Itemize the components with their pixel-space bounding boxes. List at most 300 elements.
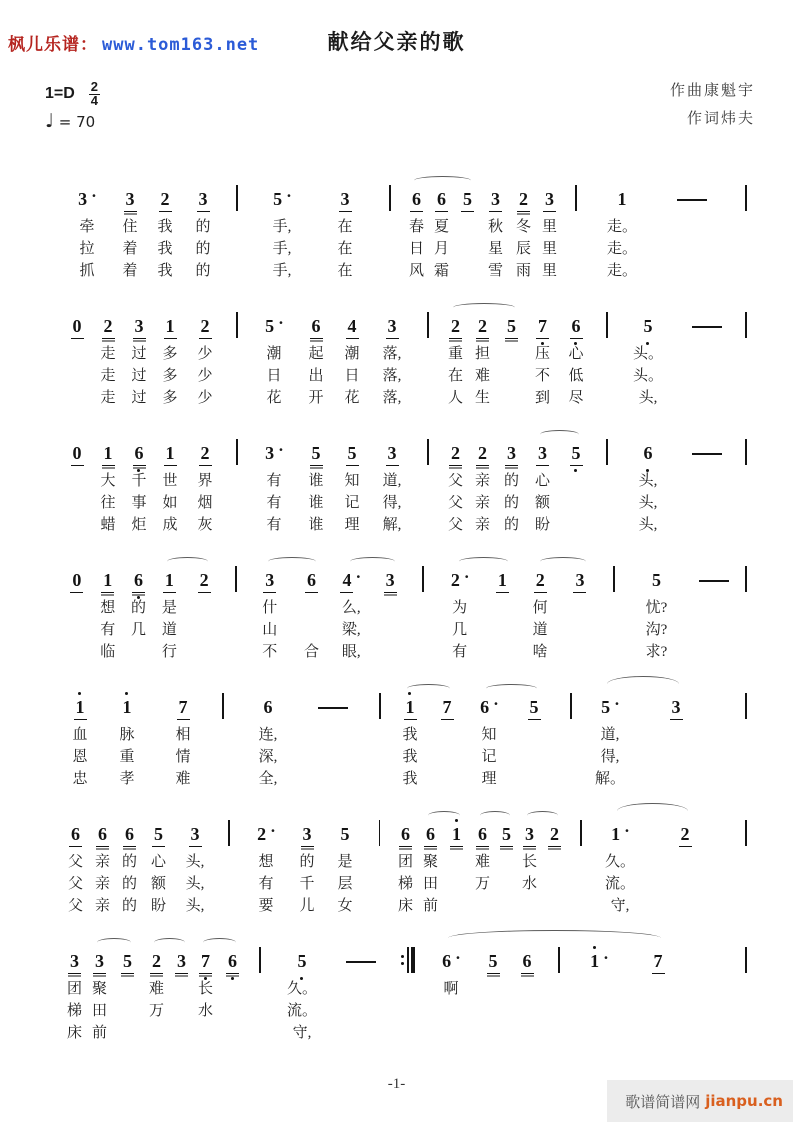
note bbox=[490, 190, 501, 208]
note-digit: 6 bbox=[307, 570, 317, 590]
note-digit: 5 bbox=[273, 189, 283, 209]
slur-arc bbox=[448, 930, 661, 946]
note-digit: 1 bbox=[617, 189, 627, 209]
lyric-syllable: 过 bbox=[131, 389, 147, 406]
score-system bbox=[62, 549, 754, 661]
barline bbox=[613, 566, 615, 592]
note bbox=[574, 571, 585, 589]
extension-dash bbox=[692, 326, 722, 328]
note-column bbox=[124, 317, 154, 335]
augmentation-dot-icon: · bbox=[91, 186, 97, 205]
lyric-syllable: 前 bbox=[91, 1024, 107, 1041]
octave-dot-below-icon bbox=[646, 342, 649, 345]
lyric-syllable: 抓 bbox=[79, 262, 95, 279]
note-column bbox=[676, 453, 738, 462]
note-digit: 0 bbox=[72, 316, 82, 336]
note-column bbox=[290, 825, 324, 843]
lyric-syllable: 水 bbox=[521, 875, 537, 892]
note-digit: 6 bbox=[412, 189, 421, 209]
note-column bbox=[620, 317, 676, 335]
lyric-syllable: 床 bbox=[66, 1024, 82, 1041]
lyric-syllable: 大 bbox=[100, 472, 116, 489]
lyric-syllable: 我 bbox=[402, 770, 418, 787]
note-column bbox=[370, 444, 414, 462]
extension-dash bbox=[346, 961, 376, 963]
note bbox=[124, 825, 135, 843]
lyric-syllable: 头, bbox=[638, 494, 658, 511]
note-digit: 6 bbox=[401, 824, 410, 844]
note-column bbox=[468, 695, 510, 716]
note bbox=[387, 317, 398, 335]
note-digit: 5 bbox=[507, 316, 516, 336]
note-column bbox=[454, 190, 481, 208]
slur-arc bbox=[414, 176, 471, 185]
note bbox=[311, 317, 322, 335]
lyrics-row bbox=[62, 595, 750, 617]
note bbox=[571, 444, 582, 462]
lyric-syllable: 父 bbox=[447, 516, 463, 533]
note-column bbox=[370, 317, 414, 335]
note-digit: 2 bbox=[519, 189, 528, 209]
lyric-syllable: 梯 bbox=[66, 1002, 82, 1019]
note-column bbox=[521, 571, 559, 589]
note-column bbox=[527, 444, 558, 462]
lyric-syllable: 手, bbox=[272, 218, 292, 235]
octave-dot-above-icon bbox=[125, 692, 128, 695]
note bbox=[400, 825, 411, 843]
notes-row bbox=[62, 930, 750, 970]
score-system bbox=[62, 422, 754, 534]
lyric-syllable: 我 bbox=[157, 240, 173, 257]
note bbox=[617, 190, 628, 208]
note-digit: 1 bbox=[165, 443, 175, 463]
extension-dash bbox=[677, 199, 707, 201]
note-column bbox=[393, 825, 418, 843]
lyric-syllable: 不 bbox=[262, 643, 278, 660]
lyric-syllable: 落, bbox=[382, 389, 402, 406]
lyric-syllable: 多 bbox=[162, 367, 178, 384]
note-digit: 7 bbox=[653, 951, 663, 971]
lyric-syllable: 父 bbox=[67, 875, 83, 892]
lyric-syllable: 着 bbox=[122, 262, 138, 279]
note-column bbox=[185, 571, 223, 589]
note-digit: 5 bbox=[502, 824, 511, 844]
barline bbox=[606, 439, 608, 465]
note bbox=[122, 952, 133, 970]
slur-arc bbox=[428, 811, 460, 820]
slur-arc bbox=[453, 303, 515, 312]
lyric-syllable: 头, bbox=[638, 472, 658, 489]
note-digit: 5 bbox=[347, 443, 357, 463]
note-digit: 6 bbox=[71, 824, 80, 844]
note-column bbox=[156, 698, 210, 716]
note-digit: 2 bbox=[200, 316, 210, 336]
barline bbox=[228, 820, 230, 846]
note-digit: 5 bbox=[529, 697, 539, 717]
lyric-syllable: 过 bbox=[131, 367, 147, 384]
note bbox=[256, 822, 276, 843]
lyric-syllable: 记 bbox=[344, 494, 360, 511]
augmentation-dot-icon: · bbox=[463, 567, 470, 586]
octave-dot-above-icon bbox=[593, 946, 596, 949]
lyric-syllable: 我 bbox=[157, 218, 173, 235]
note-digit: 3 bbox=[491, 189, 500, 209]
note-column bbox=[116, 825, 143, 843]
note-column bbox=[62, 444, 92, 462]
lyric-syllable: 有 bbox=[266, 494, 282, 511]
note-digit: 6 bbox=[426, 824, 435, 844]
lyric-syllable: 聚 bbox=[91, 980, 107, 997]
note-digit: 7 bbox=[537, 317, 548, 335]
lyric-syllable: 头。 bbox=[632, 367, 663, 384]
lyric-syllable: 少 bbox=[197, 367, 213, 384]
barline bbox=[580, 820, 582, 846]
lyric-syllable: 谁 bbox=[308, 516, 324, 533]
lyric-syllable: 低 bbox=[568, 367, 584, 384]
slur-arc bbox=[486, 684, 537, 693]
note-digit: 5 bbox=[311, 443, 321, 463]
lyric-syllable: 的 bbox=[121, 853, 137, 870]
lyric-syllable: 亲 bbox=[474, 494, 490, 511]
lyrics-row bbox=[62, 849, 750, 871]
lyric-syllable: 想 bbox=[100, 599, 116, 616]
lyric-syllable: 想 bbox=[258, 853, 274, 870]
lyric-syllable: 亲 bbox=[474, 516, 490, 533]
repeat-dots-icon bbox=[401, 953, 404, 967]
lyric-syllable: 忧? bbox=[645, 599, 668, 616]
note-digit: 6 bbox=[437, 189, 446, 209]
note-column bbox=[153, 571, 185, 589]
notes-row bbox=[62, 676, 750, 716]
note bbox=[451, 825, 462, 843]
note-column bbox=[620, 444, 676, 462]
note-column bbox=[559, 571, 601, 589]
note-digit: 5 bbox=[463, 189, 472, 209]
lyric-syllable: 有 bbox=[266, 472, 282, 489]
note-column bbox=[143, 952, 170, 970]
note-digit: 6 bbox=[263, 697, 273, 717]
lyric-syllable: 走 bbox=[100, 367, 116, 384]
note bbox=[97, 825, 108, 843]
lyric-syllable: 霜 bbox=[433, 262, 449, 279]
site-url-link[interactable]: www.tom163.net bbox=[102, 35, 260, 55]
note bbox=[134, 317, 145, 335]
lyric-syllable: 潮 bbox=[266, 345, 282, 362]
note-column bbox=[414, 312, 442, 335]
lyric-syllable: 沟? bbox=[645, 621, 668, 638]
note-column bbox=[601, 566, 627, 589]
lyric-syllable: 在 bbox=[337, 240, 353, 257]
note-column bbox=[291, 571, 333, 589]
lyric-syllable: 理 bbox=[481, 770, 497, 787]
lyric-syllable: 得, bbox=[600, 748, 620, 765]
note-digit: 4 bbox=[342, 570, 352, 590]
lyric-syllable: 的 bbox=[503, 472, 519, 489]
note bbox=[497, 571, 508, 589]
note-digit: 5 bbox=[123, 951, 132, 971]
note-digit: 3 bbox=[78, 189, 88, 209]
lyric-syllable: 日 bbox=[344, 367, 360, 384]
note bbox=[190, 825, 201, 843]
note-column bbox=[186, 444, 224, 462]
augmentation-dot-icon: · bbox=[603, 948, 609, 967]
note bbox=[441, 949, 461, 970]
note-column bbox=[250, 441, 298, 462]
note-column bbox=[590, 190, 654, 208]
lyric-syllable: 界 bbox=[197, 472, 213, 489]
slur-arc bbox=[540, 430, 580, 439]
note-column bbox=[558, 693, 584, 716]
lyric-syllable: 风 bbox=[408, 262, 424, 279]
note bbox=[125, 190, 136, 208]
note bbox=[263, 698, 274, 716]
slur-arc bbox=[617, 803, 688, 819]
note-digit: 2 bbox=[550, 824, 559, 844]
lyric-syllable: 解。 bbox=[594, 770, 625, 787]
note-column bbox=[742, 439, 750, 462]
lyric-syllable: 日 bbox=[408, 240, 424, 257]
note bbox=[70, 825, 81, 843]
note bbox=[133, 571, 144, 589]
note bbox=[501, 825, 512, 843]
barline bbox=[745, 693, 747, 719]
note-column bbox=[686, 580, 742, 589]
lyric-syllable: 聚 bbox=[422, 853, 438, 870]
note-digit: 5 bbox=[154, 824, 163, 844]
note bbox=[524, 825, 535, 843]
augmentation-dot-icon: · bbox=[278, 440, 284, 459]
lyric-syllable: 重 bbox=[447, 345, 463, 362]
note bbox=[306, 571, 317, 589]
note bbox=[199, 571, 210, 589]
slur-arc bbox=[97, 938, 131, 947]
lyric-syllable: 我 bbox=[402, 748, 418, 765]
lyric-syllable: 全, bbox=[258, 770, 278, 787]
lyric-syllable: 星 bbox=[487, 240, 503, 257]
barline bbox=[745, 185, 747, 211]
note-column bbox=[594, 439, 620, 462]
lyric-syllable: 道, bbox=[382, 472, 402, 489]
lyric-syllable: 长 bbox=[197, 980, 213, 997]
note bbox=[297, 952, 308, 970]
note-column bbox=[510, 698, 558, 716]
note bbox=[165, 317, 176, 335]
note-column bbox=[477, 952, 509, 970]
note-digit: 1 bbox=[451, 825, 462, 843]
note-column bbox=[273, 952, 331, 970]
note-digit: 3 bbox=[671, 697, 681, 717]
lyric-syllable: 的 bbox=[121, 875, 137, 892]
barline bbox=[745, 820, 747, 846]
lyric-syllable: 少 bbox=[197, 345, 213, 362]
note-digit: 2 bbox=[451, 443, 460, 463]
lyric-syllable: 落, bbox=[382, 367, 402, 384]
lyrics-row bbox=[62, 766, 750, 788]
lyric-syllable: 知 bbox=[481, 726, 497, 743]
tempo-value: = 70 bbox=[58, 113, 96, 131]
note-digit: 3 bbox=[387, 316, 397, 336]
note bbox=[200, 317, 211, 335]
note bbox=[302, 825, 313, 843]
barline bbox=[558, 947, 560, 973]
note bbox=[264, 571, 275, 589]
note-column bbox=[210, 693, 236, 716]
note bbox=[544, 190, 555, 208]
note bbox=[425, 825, 436, 843]
octave-dot-below-icon bbox=[646, 469, 649, 472]
lyric-syllable: 连, bbox=[258, 726, 278, 743]
note-digit: 2 bbox=[152, 951, 161, 971]
lyric-syllable: 亲 bbox=[94, 875, 110, 892]
note-column bbox=[425, 949, 477, 970]
lyric-syllable: 水 bbox=[197, 1002, 213, 1019]
note-digit: 3 bbox=[134, 316, 144, 336]
note-column bbox=[429, 190, 454, 208]
lyric-syllable: 什 bbox=[262, 599, 278, 616]
note-digit: 2 bbox=[199, 570, 209, 590]
note-digit: 1 bbox=[103, 570, 113, 590]
lyric-syllable: 流。 bbox=[604, 875, 635, 892]
note bbox=[164, 571, 175, 589]
lyric-syllable: 求? bbox=[645, 643, 668, 660]
note bbox=[506, 317, 517, 335]
note-column bbox=[62, 952, 87, 970]
note-column bbox=[436, 568, 484, 589]
note-column bbox=[495, 825, 518, 843]
note-column bbox=[541, 825, 568, 843]
note-digit: 2 bbox=[535, 570, 545, 590]
note-column bbox=[331, 961, 391, 970]
lyric-syllable: 恩 bbox=[72, 748, 88, 765]
note bbox=[477, 825, 488, 843]
lyric-syllable: 的 bbox=[503, 516, 519, 533]
lyric-syllable: 孝 bbox=[119, 770, 135, 787]
lyric-syllable: 走。 bbox=[606, 218, 637, 235]
barline bbox=[745, 312, 747, 338]
note-column bbox=[249, 571, 291, 589]
note bbox=[488, 952, 499, 970]
lyric-syllable: 血 bbox=[72, 726, 88, 743]
lyric-syllable: 落, bbox=[382, 345, 402, 362]
score-system bbox=[62, 803, 754, 915]
lyric-syllable: 我 bbox=[157, 262, 173, 279]
note bbox=[405, 698, 416, 716]
note-digit: 6 bbox=[134, 444, 145, 462]
lyric-syllable: 秋 bbox=[487, 218, 503, 235]
time-denominator: 4 bbox=[90, 92, 99, 108]
note-digit: 1 bbox=[164, 570, 174, 590]
note-digit: 6 bbox=[480, 697, 490, 717]
octave-dot-below-icon bbox=[204, 977, 207, 980]
note-digit: 7 bbox=[200, 952, 211, 970]
note-digit: 5 bbox=[601, 697, 611, 717]
note-column bbox=[742, 947, 750, 970]
note-column bbox=[545, 947, 573, 970]
lyric-syllable: 住 bbox=[122, 218, 138, 235]
note-column bbox=[414, 439, 442, 462]
lyrics-row bbox=[62, 871, 750, 893]
note-column bbox=[314, 190, 376, 208]
note bbox=[518, 190, 529, 208]
note-digit: 3 bbox=[302, 824, 312, 844]
note-column bbox=[742, 185, 750, 208]
augmentation-dot-icon: · bbox=[493, 694, 499, 713]
time-numerator: 2 bbox=[90, 79, 99, 94]
composer-credit: 作曲康魁宇 bbox=[669, 83, 755, 99]
note bbox=[442, 698, 453, 716]
note-column bbox=[62, 187, 112, 208]
lyric-syllable: 担 bbox=[474, 345, 490, 362]
note-column bbox=[92, 571, 124, 589]
barline bbox=[236, 312, 238, 338]
note bbox=[122, 698, 133, 716]
note-digit: 3 bbox=[177, 951, 186, 971]
note bbox=[347, 317, 358, 335]
note-column bbox=[376, 185, 404, 208]
barline bbox=[570, 693, 572, 719]
barline bbox=[259, 947, 261, 973]
note bbox=[264, 441, 284, 462]
lyric-syllable: 要 bbox=[258, 897, 274, 914]
note-digit: 3 bbox=[385, 570, 395, 590]
note bbox=[571, 317, 582, 335]
note bbox=[72, 317, 83, 335]
note-column bbox=[443, 825, 470, 843]
watermark-brand-link[interactable]: jianpu.cn bbox=[705, 1092, 783, 1110]
note bbox=[103, 317, 114, 335]
lyric-syllable: 在 bbox=[337, 262, 353, 279]
slur-arc bbox=[203, 938, 236, 947]
note-column bbox=[193, 952, 218, 970]
note-digit: 6 bbox=[227, 952, 238, 970]
lyric-syllable: 走。 bbox=[606, 262, 637, 279]
lyric-syllable: 往 bbox=[100, 494, 116, 511]
note bbox=[462, 190, 473, 208]
barline bbox=[222, 693, 224, 719]
lyrics-row bbox=[62, 976, 750, 998]
octave-dot-above-icon bbox=[78, 692, 81, 695]
note bbox=[522, 952, 533, 970]
lyric-syllable: 花 bbox=[344, 389, 360, 406]
note-column bbox=[170, 952, 193, 970]
note bbox=[477, 317, 488, 335]
lyric-syllable: 几 bbox=[452, 621, 468, 638]
note bbox=[535, 571, 546, 589]
note-column bbox=[442, 317, 469, 335]
lyric-syllable: 是 bbox=[337, 853, 353, 870]
extension-dash bbox=[692, 453, 722, 455]
note bbox=[103, 444, 114, 462]
note bbox=[643, 317, 654, 335]
lyric-syllable: 如 bbox=[162, 494, 178, 511]
lyric-syllable: 过 bbox=[131, 345, 147, 362]
note-column bbox=[250, 314, 298, 335]
note bbox=[549, 825, 560, 843]
note-digit: 6 bbox=[98, 824, 107, 844]
lyric-syllable: 记 bbox=[481, 748, 497, 765]
lyric-syllable: 脉 bbox=[119, 726, 135, 743]
note-digit: 0 bbox=[72, 443, 82, 463]
note-column bbox=[224, 439, 250, 462]
extension-dash bbox=[318, 707, 348, 709]
lyric-syllable: 解, bbox=[382, 516, 402, 533]
lyric-syllable: 蜡 bbox=[100, 516, 116, 533]
octave-dot-below-icon bbox=[300, 977, 303, 980]
lyric-syllable: 有 bbox=[100, 621, 116, 638]
note-digit: 6 bbox=[311, 316, 321, 336]
lyric-syllable: 拉 bbox=[79, 240, 95, 257]
note-digit: 4 bbox=[347, 316, 357, 336]
